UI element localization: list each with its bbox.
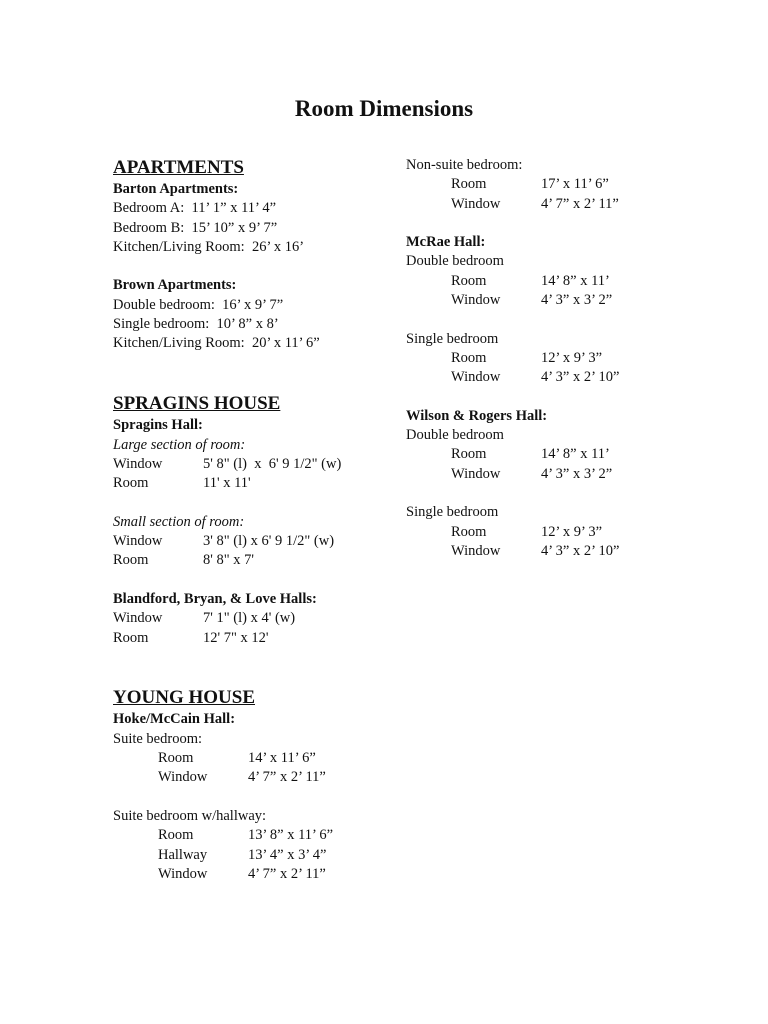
subsection-label: Large section of room:: [113, 436, 246, 453]
dimension-key: Window: [113, 533, 163, 550]
dimension-value: 12’ x 9’ 3”: [541, 523, 603, 540]
dimension-value: 3' 8" (l) x 6' 9 1/2" (w): [203, 533, 335, 550]
building-name-barton: Barton Apartments:: [113, 181, 239, 197]
dimension-line: Bedroom A: 11’ 1” x 11’ 4”: [113, 200, 277, 217]
dimension-row: [113, 609, 393, 628]
dimension-line: Bedroom B: 15’ 10” x 9’ 7”: [113, 219, 278, 236]
dimension-value: 14’ x 11’ 6”: [248, 750, 316, 767]
subsection-label: Double bedroom: [406, 253, 504, 270]
subsection-label: Single bedroom: [406, 504, 499, 521]
dimension-key: Room: [451, 272, 487, 289]
dimension-row: [406, 291, 706, 310]
dimension-value: 13’ 8” x 11’ 6”: [248, 827, 334, 844]
dimension-key: Room: [451, 349, 487, 366]
dimension-value: 4’ 7” x 2’ 11”: [248, 865, 326, 882]
subsection-label: Non-suite bedroom:: [406, 157, 523, 173]
dimension-value: 5' 8" (l) x 6' 9 1/2" (w): [203, 455, 342, 472]
dimension-value: 8' 8" x 7': [203, 552, 255, 569]
dimension-row: [406, 349, 706, 368]
dimension-key: Window: [451, 195, 501, 212]
dimension-value: 4’ 3” x 3’ 2”: [541, 292, 613, 309]
dimension-row: [406, 175, 706, 194]
dimension-value: 14’ 8” x 11’: [541, 272, 610, 289]
dimension-value: 4’ 7” x 2’ 11”: [248, 769, 326, 786]
dimension-key: Window: [158, 865, 208, 882]
dimension-key: Room: [451, 446, 487, 463]
dimension-row: [113, 455, 393, 474]
dimension-row: [113, 551, 393, 570]
building-name-wilson-rogers: Wilson & Rogers Hall:: [406, 407, 548, 424]
dimension-row: [113, 768, 393, 787]
building-name-brown: Brown Apartments:: [113, 277, 237, 294]
dimension-row: [406, 445, 706, 464]
section-heading-spragins: SPRAGINS HOUSE: [113, 393, 281, 415]
dimension-key: Window: [113, 455, 163, 472]
dimension-key: Window: [158, 769, 208, 786]
dimension-key: Hallway: [158, 846, 208, 863]
dimension-row: [406, 272, 706, 291]
section-heading-young: YOUNG HOUSE: [113, 687, 255, 709]
dimension-key: Window: [451, 465, 501, 482]
subsection-label: Single bedroom: [406, 330, 499, 347]
dimension-row: [113, 474, 393, 493]
right-column: [406, 156, 706, 561]
dimension-row: [406, 542, 706, 561]
dimension-value: 4’ 3” x 2’ 10”: [541, 369, 620, 386]
dimension-key: Window: [113, 610, 163, 627]
dimension-key: Room: [113, 475, 149, 492]
dimension-value: 11' x 11': [203, 475, 251, 492]
subsection-label: Suite bedroom w/hallway:: [113, 807, 267, 824]
dimension-key: Room: [158, 827, 194, 844]
dimension-row: [113, 532, 393, 551]
subsection-label: Double bedroom: [406, 427, 504, 444]
dimension-value: 4’ 3” x 2’ 10”: [541, 542, 620, 559]
dimension-key: Room: [158, 750, 194, 767]
dimension-key: Window: [451, 542, 501, 559]
dimension-key: Window: [451, 369, 501, 386]
dimension-row: [406, 195, 706, 214]
page-title: Room Dimensions: [294, 96, 474, 121]
dimension-value: 7' 1" (l) x 4' (w): [203, 610, 296, 627]
dimension-value: 14’ 8” x 11’: [541, 446, 610, 463]
dimension-row: [113, 846, 393, 865]
subsection-label: Small section of room:: [113, 513, 245, 530]
dimension-row: [113, 629, 393, 648]
dimension-row: [113, 749, 393, 768]
dimension-line: Kitchen/Living Room: 26’ x 16’: [113, 238, 305, 255]
left-column: [113, 156, 393, 884]
dimension-value: 4’ 7” x 2’ 11”: [541, 195, 619, 212]
dimension-row: [406, 465, 706, 484]
building-name-hoke-mccain: Hoke/McCain Hall:: [113, 711, 236, 728]
dimension-key: Room: [113, 552, 149, 569]
dimension-row: [406, 368, 706, 387]
dimension-line: Single bedroom: 10’ 8” x 8’: [113, 316, 279, 333]
dimension-key: Room: [451, 176, 487, 193]
dimension-key: Room: [113, 629, 149, 646]
dimension-value: 17’ x 11’ 6”: [541, 176, 609, 193]
dimension-line: Double bedroom: 16’ x 9’ 7”: [113, 296, 284, 313]
subsection-label: Suite bedroom:: [113, 730, 203, 747]
dimension-value: 4’ 3” x 3’ 2”: [541, 465, 613, 482]
dimension-value: 13’ 4” x 3’ 4”: [248, 846, 327, 863]
building-name-mcrae: McRae Hall:: [406, 234, 486, 251]
dimension-row: [406, 523, 706, 542]
dimension-value: 12’ x 9’ 3”: [541, 349, 603, 366]
building-name-blandford: Blandford, Bryan, & Love Halls:: [113, 590, 317, 607]
dimension-row: [113, 826, 393, 845]
dimension-row: [113, 865, 393, 884]
dimension-value: 12' 7" x 12': [203, 629, 269, 646]
dimension-key: Window: [451, 292, 501, 309]
dimension-key: Room: [451, 523, 487, 540]
section-heading-apartments: APARTMENTS: [113, 157, 244, 178]
dimension-line: Kitchen/Living Room: 20’ x 11’ 6”: [113, 335, 320, 352]
building-name-spragins-hall: Spragins Hall:: [113, 417, 203, 434]
